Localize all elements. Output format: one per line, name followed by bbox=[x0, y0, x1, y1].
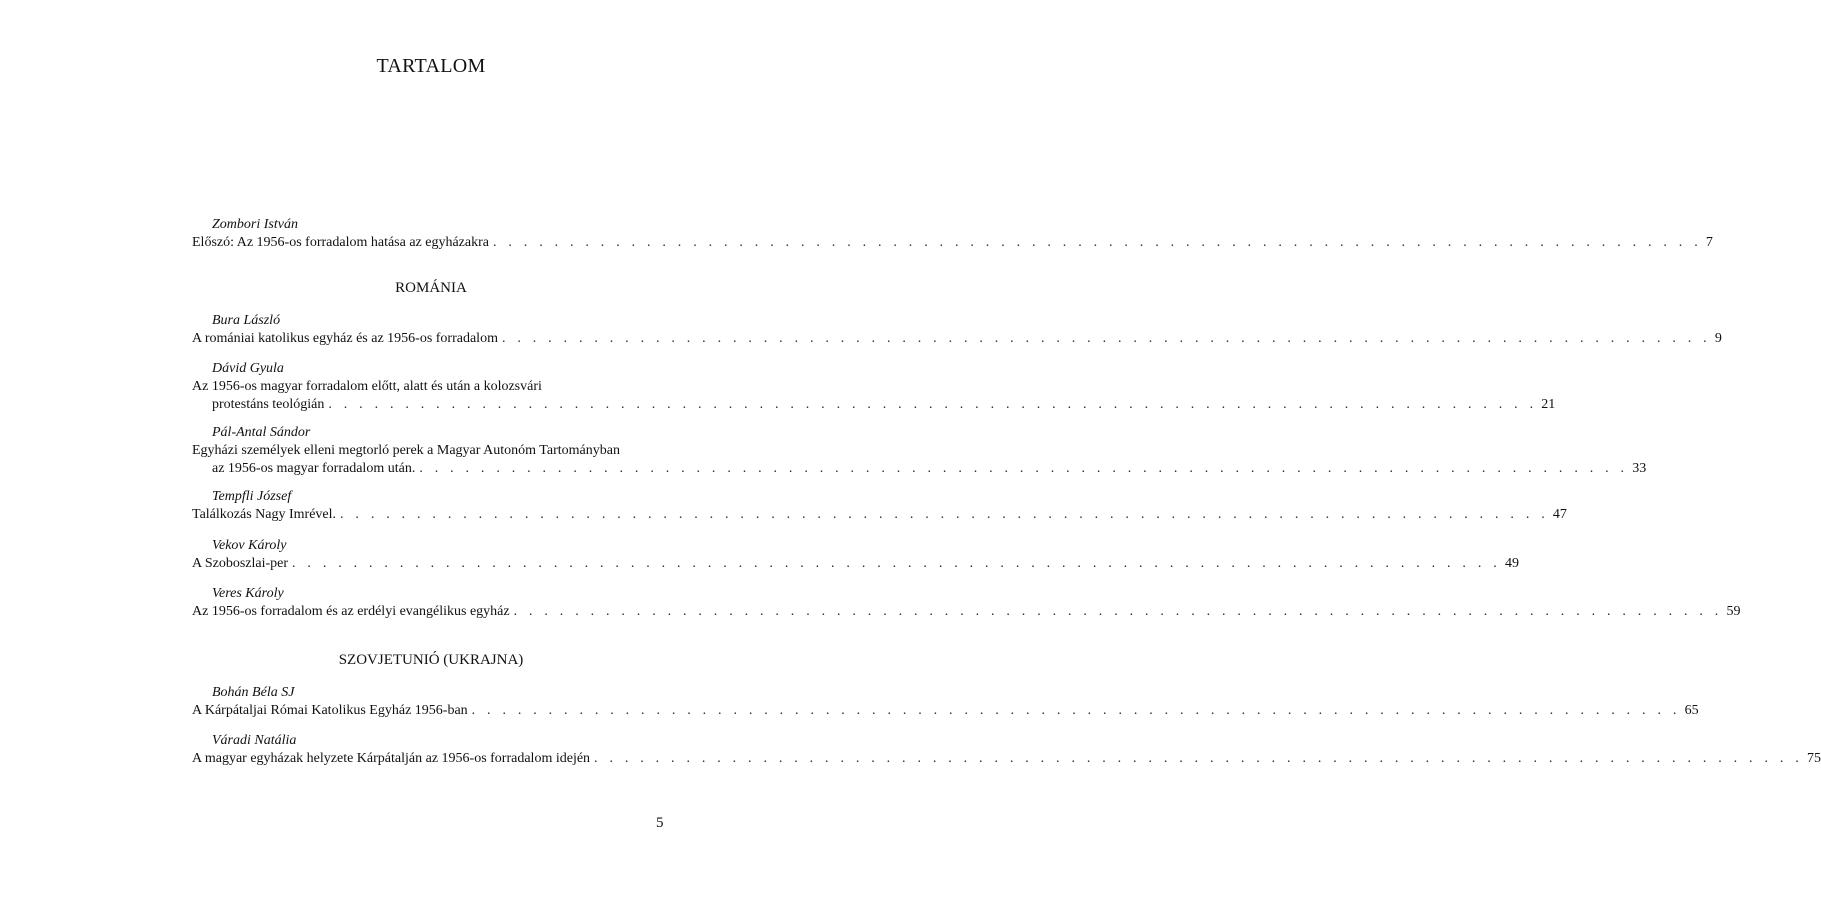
dot-leader: . . . . . . . . . . . . . . . . . . . . . . . . . . . . . . . . . . . . . . . . . . . . . . . . . . . . . . . . . . . . . . . . . . . . . . . . . . . . . . . bbox=[419, 461, 1629, 476]
entry-author: Pál-Antal Sándor bbox=[212, 425, 311, 440]
entry-page: 65 bbox=[1684, 703, 1699, 718]
entry-title-line: protestáns teológián bbox=[212, 397, 325, 412]
entry-page: 9 bbox=[1714, 331, 1722, 346]
entry-author: Zombori István bbox=[212, 217, 298, 232]
dot-leader: . . . . . . . . . . . . . . . . . . . . . . . . . . . . . . . . . . . . . . . . . . . . . . . . . . . . . . . . . . . . . . . . . . . . . . . . . . . . . . . bbox=[513, 604, 1723, 619]
entry-page: 7 bbox=[1705, 235, 1713, 250]
toc-entry[interactable] bbox=[192, 312, 1722, 348]
dot-leader: . . . . . . . . . . . . . . . . . . . . . . . . . . . . . . . . . . . . . . . . . . . . . . . . . . . . . . . . . . . . . . . . . . . . . . . . . . . . . . . bbox=[501, 331, 1711, 346]
dot-leader: . . . . . . . . . . . . . . . . . . . . . . . . . . . . . . . . . . . . . . . . . . . . . . . . . . . . . . . . . . . . . . . . . . . . . . . . . . . . . . . bbox=[292, 556, 1501, 571]
entry-title: A romániai katolikus egyház és az 1956-os forradalom bbox=[192, 331, 498, 346]
dot-leader: . . . . . . . . . . . . . . . . . . . . . . . . . . . . . . . . . . . . . . . . . . . . . . . . . . . . . . . . . . . . . . . . . . . . . . . . . . . . . . . bbox=[493, 235, 1702, 250]
entry-page: 49 bbox=[1504, 556, 1519, 571]
entry-title: A Kárpátaljai Római Katolikus Egyház 1956-ban bbox=[192, 703, 468, 718]
entry-author: Dávid Gyula bbox=[212, 361, 284, 376]
entry-title: Az 1956-os forradalom és az erdélyi evangélikus egyház bbox=[192, 604, 510, 619]
dot-leader: . . . . . . . . . . . . . . . . . . . . . . . . . . . . . . . . . . . . . . . . . . . . . . . . . . . . . . . . . . . . . . . . . . . . . . . . . . . . . . . bbox=[340, 507, 1549, 522]
entry-author: Bohán Béla SJ bbox=[212, 685, 295, 700]
toc-entry[interactable] bbox=[192, 585, 1741, 621]
dot-leader: . . . . . . . . . . . . . . . . . . . . . . . . . . . . . . . . . . . . . . . . . . . . . . . . . . . . . . . . . . . . . . . . . . . . . . . . . . . . . . . bbox=[471, 703, 1681, 718]
entry-author: Bura László bbox=[212, 313, 281, 328]
section-heading-szovjetunio: SZOVJETUNIÓ (UKRAJNA) bbox=[338, 652, 524, 668]
entry-title: A magyar egyházak helyzete Kárpátalján az 1956-os forradalom idején bbox=[192, 751, 591, 766]
toc-entry[interactable] bbox=[192, 732, 1821, 768]
entry-page: 21 bbox=[1541, 397, 1556, 412]
dot-leader: . . . . . . . . . . . . . . . . . . . . . . . . . . . . . . . . . . . . . . . . . . . . . . . . . . . . . . . . . . . . . . . . . . . . . . . . . . . . . . . bbox=[594, 751, 1803, 766]
entry-author: Veres Károly bbox=[212, 586, 284, 601]
entry-page: 59 bbox=[1726, 604, 1741, 619]
entry-title-line: az 1956-os magyar forradalom után. bbox=[212, 461, 416, 476]
entry-title-line: Az 1956-os magyar forradalom előtt, alatt és után a kolozsvári bbox=[192, 379, 542, 394]
toc-entry[interactable] bbox=[192, 360, 1556, 414]
page-title: TARTALOM bbox=[376, 55, 486, 77]
toc-entry[interactable] bbox=[192, 424, 1647, 478]
toc-entry[interactable] bbox=[192, 488, 1567, 524]
toc-entry-preface[interactable] bbox=[192, 216, 1713, 252]
entry-author: Vekov Károly bbox=[212, 538, 287, 553]
toc-entry[interactable] bbox=[192, 537, 1519, 573]
dot-leader: . . . . . . . . . . . . . . . . . . . . . . . . . . . . . . . . . . . . . . . . . . . . . . . . . . . . . . . . . . . . . . . . . . . . . . . . . . . . . . . bbox=[328, 397, 1538, 412]
entry-author: Váradi Natália bbox=[212, 733, 297, 748]
entry-title-line: Egyházi személyek elleni megtorló perek a Magyar Autonóm Tartományban bbox=[192, 443, 620, 458]
entry-page: 33 bbox=[1632, 461, 1647, 476]
entry-title: Előszó: Az 1956-os forradalom hatása az egyházakra bbox=[192, 235, 489, 250]
entry-page: 75 bbox=[1806, 751, 1821, 766]
section-heading-romania: ROMÁNIA bbox=[395, 280, 467, 296]
entry-title: Találkozás Nagy Imrével. bbox=[192, 507, 337, 522]
entry-title: A Szoboszlai-per bbox=[192, 556, 289, 571]
entry-author: Tempfli József bbox=[212, 489, 292, 504]
entry-page: 47 bbox=[1552, 507, 1567, 522]
toc-entry[interactable] bbox=[192, 684, 1699, 720]
page-number: 5 bbox=[656, 815, 664, 831]
